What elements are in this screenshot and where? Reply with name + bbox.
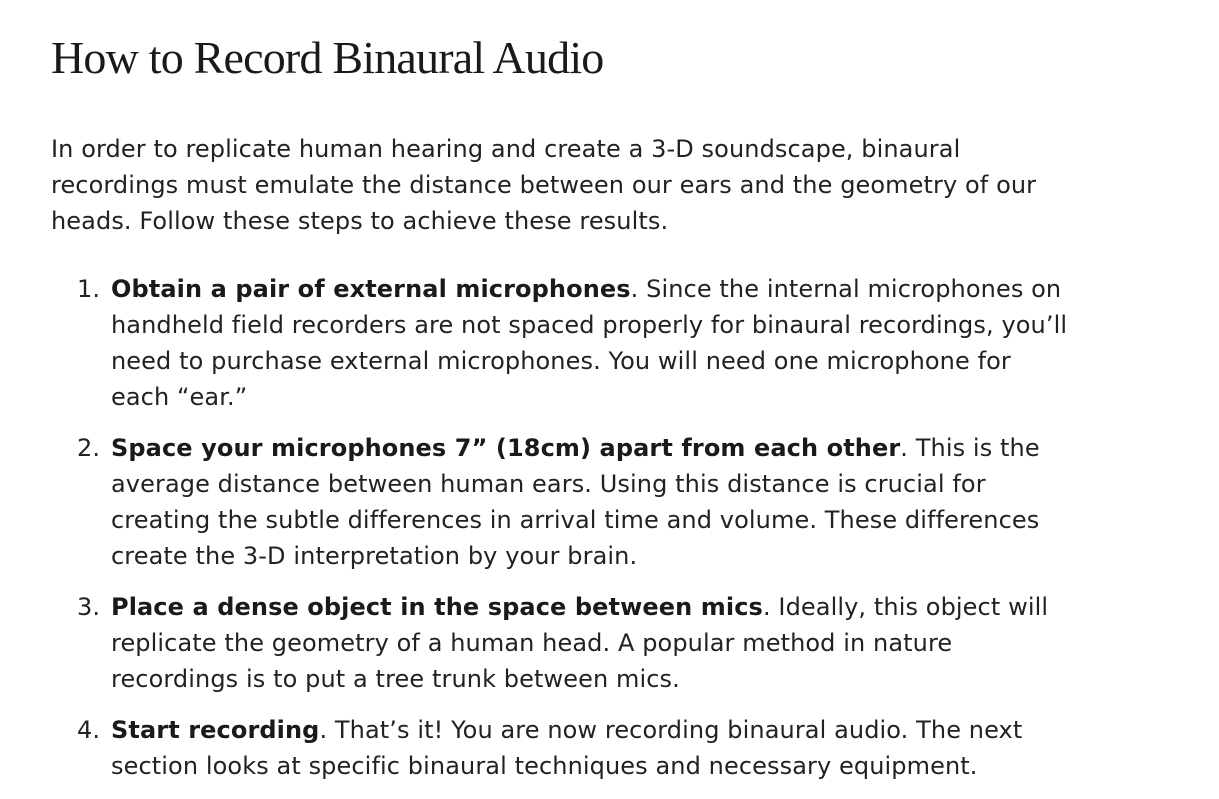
step-text: . This is the average distance between human ears. Using this distance is crucial for creating the subtle differences in arrival time and volume. These differences create the 3-D interpretation by your brain. (111, 434, 1040, 570)
intro-paragraph: In order to replicate human hearing and create a 3-D soundscape, binaural recordings must emulate the distance between our ears and the geometry of our heads. Follow these steps to achieve these results. (51, 135, 1037, 235)
step-number: 1. (77, 275, 101, 303)
steps-list (51, 271, 1071, 784)
article (51, 30, 1081, 799)
step-text: . Ideally, this object will replicate the geometry of a human head. A popular method in nature recordings is to put a tree trunk between mics. (111, 593, 1049, 693)
step-number: 3. (77, 593, 101, 621)
step-title: Place a dense object in the space between mics (111, 593, 763, 621)
step-title: Start recording (111, 716, 320, 744)
list-item (77, 589, 1071, 697)
list-item (77, 271, 1071, 415)
list-item (77, 430, 1071, 574)
step-text: . That’s it! You are now recording binaural audio. The next section looks at specific binaural techniques and necessary equipment. (111, 716, 1023, 780)
list-item (77, 712, 1071, 784)
step-title: Space your microphones 7” (18cm) apart from each other (111, 434, 901, 462)
page-title: How to Record Binaural Audio (51, 32, 604, 83)
step-text: . Since the internal microphones on handheld field recorders are not spaced properly for binaural recordings, you’ll need to purchase external microphones. You will need one microphone for each “ear.” (111, 275, 1068, 411)
step-title: Obtain a pair of external microphones (111, 275, 631, 303)
step-number: 4. (77, 716, 101, 744)
step-number: 2. (77, 434, 101, 462)
